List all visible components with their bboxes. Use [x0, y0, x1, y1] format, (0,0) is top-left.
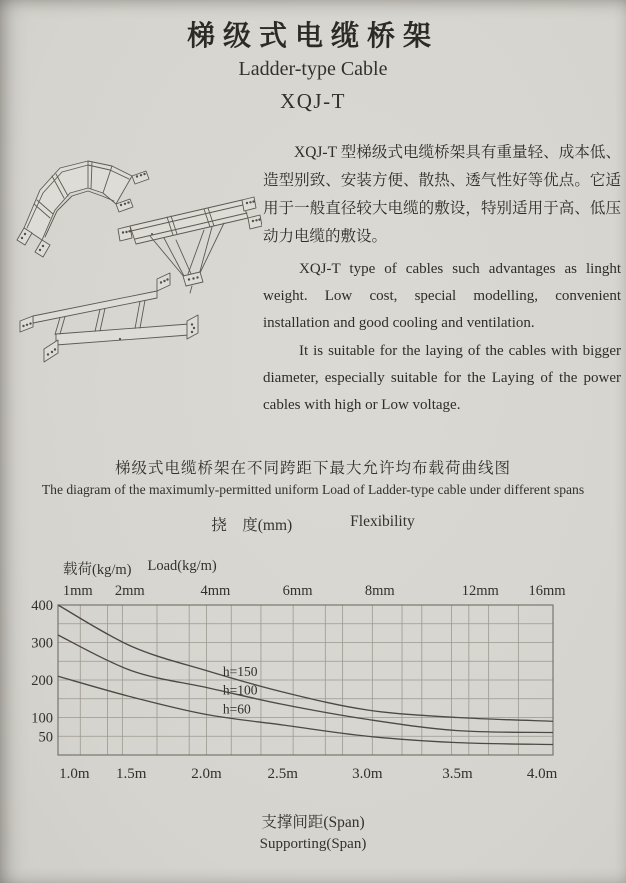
svg-text:50: 50 [38, 729, 53, 746]
svg-text:h=150: h=150 [222, 663, 258, 679]
deflection-label-english: Flexibility [350, 513, 415, 530]
svg-text:1.5m: 1.5m [116, 766, 147, 782]
svg-text:16mm: 16mm [528, 583, 566, 599]
svg-text:h=60: h=60 [222, 701, 251, 717]
intro-paragraphs-english [263, 256, 621, 419]
load-label-english: Load(kg/m) [147, 558, 217, 574]
svg-text:6mm: 6mm [282, 583, 313, 599]
svg-text:400: 400 [31, 598, 53, 614]
load-curve-chart [0, 580, 626, 792]
span-label-english: Supporting(Span) [259, 836, 367, 852]
svg-text:8mm: 8mm [364, 583, 395, 599]
svg-text:h=100: h=100 [222, 682, 258, 698]
svg-text:200: 200 [31, 673, 53, 689]
chart-title-chinese: 梯级式电缆桥架在不同跨距下最大允许均布载荷曲线图 [114, 460, 511, 477]
cable-tray-line-drawing [0, 148, 262, 396]
straight-tray-figure [20, 273, 198, 362]
intro-paragraph-chinese: XQJ-T 型梯级式电缆桥架具有重量轻、成本低、造型别致、安装方便、散热、透气性好等优点。它适用于一般直径较大电缆的敷设，特别适用于高、低压动力电缆的敷设。 [263, 144, 621, 245]
deflection-axis-caption [0, 513, 626, 535]
svg-text:1mm: 1mm [62, 583, 93, 599]
load-label-chinese: 载荷(kg/m) [63, 562, 132, 578]
svg-text:3.5m: 3.5m [442, 766, 473, 782]
load-axis-caption [63, 558, 217, 579]
intro-paragraph-english-2: It is suitable for the laying of the cables with bigger diameter, especially suitable for the Laying of the power cables with high or Low voltage. [263, 343, 621, 413]
elbow-tray-figure [17, 161, 149, 257]
span-label-chinese: 支撑间距(Span) [261, 814, 365, 831]
svg-text:2mm: 2mm [114, 583, 145, 599]
svg-text:2.0m: 2.0m [191, 766, 222, 782]
svg-text:12mm: 12mm [461, 583, 499, 599]
svg-text:1.0m: 1.0m [59, 766, 90, 782]
tee-tray-figure [118, 197, 262, 293]
svg-text:3.0m: 3.0m [352, 766, 383, 782]
model-number: XQJ-T [280, 89, 346, 113]
page-title-chinese: 梯级式电缆桥架 [186, 20, 439, 51]
page-title-english: Ladder-type Cable [238, 58, 388, 80]
svg-text:2.5m: 2.5m [267, 766, 298, 782]
svg-text:4mm: 4mm [200, 583, 231, 599]
svg-text:4.0m: 4.0m [526, 766, 558, 782]
svg-text:100: 100 [31, 710, 53, 727]
intro-paragraph-english-1: XQJ-T type of cables such advantages as linght weight. Low cost, special modelling, convenient installation and good cooling and ventilation. [263, 261, 621, 331]
chart-title-english: The diagram of the maximumly-permitted uniform Load of Ladder-type cable under different spans [41, 482, 585, 497]
svg-text:300: 300 [31, 635, 53, 652]
deflection-label-chinese: 挠 度(mm) [211, 517, 293, 534]
